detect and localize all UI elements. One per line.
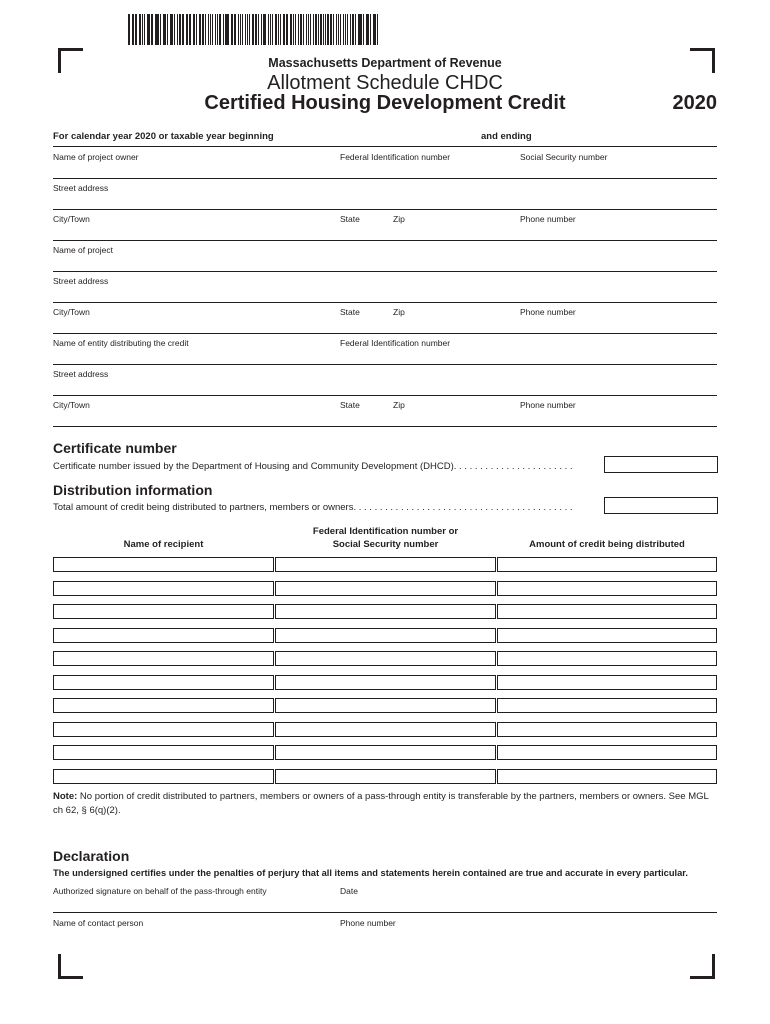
distribution-section-title: Distribution information [53, 482, 213, 498]
table-row [53, 651, 717, 666]
table-row [53, 557, 717, 572]
contact-name-label: Name of contact person [53, 918, 144, 928]
barcode-bar [142, 14, 143, 45]
recipient-amount-cell[interactable] [497, 628, 717, 643]
certificate-number-input[interactable] [604, 456, 718, 473]
recipient-amount-cell[interactable] [497, 769, 717, 784]
barcode-bar [313, 14, 314, 45]
recipient-amount-cell[interactable] [497, 651, 717, 666]
entity-street-label: Street address [53, 369, 109, 379]
distribution-description: Total amount of credit being distributed to partners, members or owners. . . . . . . . . . . . . . . . . . . . . . . . . . . . . . . . . . . . . . . . . . [53, 502, 573, 513]
form-barcode [128, 14, 380, 45]
barcode-bar [275, 14, 277, 45]
recipient-fid-cell[interactable] [275, 769, 496, 784]
project-state-label: State [340, 307, 360, 317]
owner-name-label: Name of project owner [53, 152, 139, 162]
barcode-bar [232, 14, 233, 45]
barcode-bar [225, 14, 226, 45]
barcode-bar [318, 14, 319, 45]
barcode-bar [160, 14, 161, 45]
barcode-bar [315, 14, 317, 45]
corner-mark-bottom-right [690, 954, 715, 979]
barcode-bar [373, 14, 374, 45]
project-phone-label: Phone number [520, 307, 576, 317]
barcode-bar [240, 14, 241, 45]
recipient-fid-cell[interactable] [275, 581, 496, 596]
barcode-bar [345, 14, 346, 45]
period-end-label: and ending [481, 131, 532, 142]
project-name-row[interactable] [53, 241, 717, 272]
note-text: No portion of credit distributed to partners, members or owners of a pass-through entity is transferable by the partners, members or owners. See MGL ch 62, § 6(q)(2). [53, 791, 709, 816]
barcode-bar [264, 14, 266, 45]
barcode-bar [303, 14, 304, 45]
owner-city-row[interactable] [53, 210, 717, 241]
recipient-name-cell[interactable] [53, 628, 274, 643]
recipient-amount-cell[interactable] [497, 698, 717, 713]
barcode-bar [132, 14, 133, 45]
signature-row[interactable] [53, 882, 717, 913]
table-row [53, 745, 717, 760]
owner-state-label: State [340, 214, 360, 224]
barcode-bar [358, 14, 359, 45]
owner-zip-label: Zip [393, 214, 405, 224]
recipient-name-cell[interactable] [53, 722, 274, 737]
owner-name-row[interactable] [53, 148, 717, 179]
barcode-bar [139, 14, 141, 45]
barcode-bar [208, 14, 210, 45]
barcode-bar [359, 14, 361, 45]
certificate-section-title: Certificate number [53, 440, 177, 456]
recipient-fid-cell[interactable] [275, 675, 496, 690]
barcode-bar [283, 14, 285, 45]
form-name: Allotment Schedule CHDC [267, 72, 503, 94]
transfer-note [53, 790, 717, 818]
barcode-bar [144, 14, 145, 45]
table-row [53, 698, 717, 713]
entity-name-label: Name of entity distributing the credit [53, 338, 189, 348]
barcode-bar [249, 14, 250, 45]
barcode-bar [193, 14, 194, 45]
barcode-bar [215, 14, 217, 45]
col-header-recipient: Name of recipient [123, 539, 204, 550]
barcode-bar [327, 14, 329, 45]
recipient-amount-cell[interactable] [497, 675, 717, 690]
barcode-bar [350, 14, 351, 45]
corner-mark-bottom-left [58, 954, 83, 979]
project-city-label: City/Town [53, 307, 90, 317]
project-street-row[interactable] [53, 272, 717, 303]
recipient-name-cell[interactable] [53, 604, 274, 619]
barcode-bar [212, 14, 213, 45]
barcode-bar [189, 14, 191, 45]
barcode-bar [135, 14, 137, 45]
barcode-bar [199, 14, 201, 45]
barcode-bar [293, 14, 295, 45]
col-header-fid-ssn [275, 525, 496, 551]
period-begin-label: For calendar year 2020 or taxable year beginning [53, 131, 274, 142]
entity-city-row[interactable] [53, 396, 717, 427]
recipient-name-cell[interactable] [53, 581, 274, 596]
barcode-bar [263, 14, 264, 45]
barcode-bar [272, 14, 274, 45]
barcode-bar [347, 14, 349, 45]
tax-year: 2020 [672, 92, 717, 114]
barcode-bar [374, 14, 376, 45]
barcode-bar [205, 14, 206, 45]
barcode-bar [290, 14, 292, 45]
form-title: Certified Housing Development Credit [204, 92, 566, 114]
recipient-fid-cell[interactable] [275, 628, 496, 643]
barcode-bar [287, 14, 288, 45]
barcode-bar [223, 14, 224, 45]
barcode-bar [194, 14, 195, 45]
recipient-name-cell[interactable] [53, 675, 274, 690]
barcode-bar [179, 14, 181, 45]
barcode-bar [278, 14, 279, 45]
owner-street-row[interactable] [53, 179, 717, 210]
barcode-bar [330, 14, 332, 45]
barcode-bar [163, 14, 164, 45]
recipient-fid-cell[interactable] [275, 698, 496, 713]
barcode-bar [300, 14, 302, 45]
certificate-description: Certificate number issued by the Department of Housing and Community Development (DHCD). . . . . . . . . . . . . . . . . . . . . . . [53, 461, 573, 472]
barcode-bar [298, 14, 299, 45]
project-street-label: Street address [53, 276, 109, 286]
recipient-amount-cell[interactable] [497, 581, 717, 596]
recipient-name-cell[interactable] [53, 745, 274, 760]
recipient-amount-cell[interactable] [497, 557, 717, 572]
barcode-bar [247, 14, 249, 45]
barcode-bar [258, 14, 259, 45]
entity-state-label: State [340, 400, 360, 410]
barcode-bar [177, 14, 178, 45]
project-name-label: Name of project [53, 245, 113, 255]
owner-street-label: Street address [53, 183, 109, 193]
recipient-amount-cell[interactable] [497, 722, 717, 737]
signature-label: Authorized signature on behalf of the pass-through entity [53, 886, 267, 896]
barcode-bar [234, 14, 236, 45]
barcode-bar [170, 14, 171, 45]
declaration-section-title: Declaration [53, 848, 130, 864]
recipient-name-cell[interactable] [53, 698, 274, 713]
barcode-bar [219, 14, 221, 45]
tax-period-row[interactable] [53, 128, 717, 147]
barcode-bar [310, 14, 311, 45]
table-row [53, 604, 717, 619]
barcode-bar [231, 14, 232, 45]
department-name: Massachusetts Department of Revenue [268, 56, 502, 70]
barcode-bar [202, 14, 204, 45]
recipient-amount-cell[interactable] [497, 604, 717, 619]
barcode-bar [336, 14, 337, 45]
recipient-amount-cell[interactable] [497, 745, 717, 760]
barcode-bar [343, 14, 344, 45]
barcode-bar [186, 14, 187, 45]
barcode-bar [147, 14, 148, 45]
recipient-fid-cell[interactable] [275, 651, 496, 666]
barcode-bar [323, 14, 324, 45]
entity-city-label: City/Town [53, 400, 90, 410]
barcode-bar [155, 14, 156, 45]
barcode-bar [182, 14, 184, 45]
barcode-bar [187, 14, 188, 45]
barcode-bar [128, 14, 130, 45]
barcode-bar [148, 14, 150, 45]
barcode-bar [167, 14, 168, 45]
owner-ssn-label: Social Security number [520, 152, 608, 162]
col-header-fid-line2: Social Security number [332, 539, 439, 550]
entity-street-row[interactable] [53, 365, 717, 396]
barcode-bar [286, 14, 287, 45]
barcode-bar [174, 14, 175, 45]
barcode-bar [338, 14, 339, 45]
barcode-bar [255, 14, 257, 45]
barcode-bar [370, 14, 371, 45]
barcode-bar [261, 14, 262, 45]
table-row [53, 581, 717, 596]
barcode-bar [352, 14, 354, 45]
entity-name-row[interactable] [53, 334, 717, 365]
owner-phone-label: Phone number [520, 214, 576, 224]
recipient-fid-cell[interactable] [275, 745, 496, 760]
entity-phone-label: Phone number [520, 400, 576, 410]
barcode-bar [245, 14, 246, 45]
recipient-name-cell[interactable] [53, 651, 274, 666]
col-header-amount: Amount of credit being distributed [529, 539, 685, 550]
recipient-fid-cell[interactable] [275, 557, 496, 572]
barcode-bar [226, 14, 228, 45]
barcode-bar [280, 14, 281, 45]
barcode-bar [325, 14, 326, 45]
barcode-bar [320, 14, 322, 45]
barcode-bar [242, 14, 243, 45]
project-zip-label: Zip [393, 307, 405, 317]
recipient-name-cell[interactable] [53, 557, 274, 572]
barcode-bar [367, 14, 369, 45]
note-label: Note: [53, 791, 78, 802]
entity-fid-label: Federal Identification number [340, 338, 451, 348]
entity-zip-label: Zip [393, 400, 405, 410]
barcode-bar [151, 14, 153, 45]
barcode-bar [164, 14, 166, 45]
barcode-bar [133, 14, 134, 45]
barcode-bar [210, 14, 211, 45]
recipient-fid-cell[interactable] [275, 604, 496, 619]
barcode-bar [252, 14, 254, 45]
barcode-bar [340, 14, 342, 45]
recipient-fid-cell[interactable] [275, 722, 496, 737]
table-row [53, 675, 717, 690]
owner-fid-label: Federal Identification number [340, 152, 451, 162]
total-credit-input[interactable] [604, 497, 718, 514]
barcode-bar [270, 14, 271, 45]
barcode-bar [268, 14, 269, 45]
contact-phone-label: Phone number [340, 918, 396, 928]
barcode-bar [366, 14, 367, 45]
col-header-fid-line1: Federal Identification number or [312, 526, 459, 537]
barcode-bar [156, 14, 158, 45]
table-row [53, 722, 717, 737]
contact-row[interactable] [53, 914, 717, 944]
barcode-bar [308, 14, 310, 45]
project-city-row[interactable] [53, 303, 717, 334]
barcode-bar [355, 14, 356, 45]
recipient-name-cell[interactable] [53, 769, 274, 784]
barcode-bar [377, 14, 378, 45]
barcode-bar [238, 14, 240, 45]
owner-city-label: City/Town [53, 214, 90, 224]
barcode-bar [217, 14, 218, 45]
barcode-bar [196, 14, 197, 45]
barcode-bar [306, 14, 307, 45]
barcode-bar [295, 14, 296, 45]
barcode-bar [333, 14, 334, 45]
declaration-statement: The undersigned certifies under the penalties of perjury that all items and statements herein contained are true and accurate in every particular. [53, 868, 688, 878]
barcode-bar [363, 14, 364, 45]
table-row [53, 769, 717, 784]
date-label: Date [340, 886, 358, 896]
barcode-bar [171, 14, 173, 45]
table-row [53, 628, 717, 643]
